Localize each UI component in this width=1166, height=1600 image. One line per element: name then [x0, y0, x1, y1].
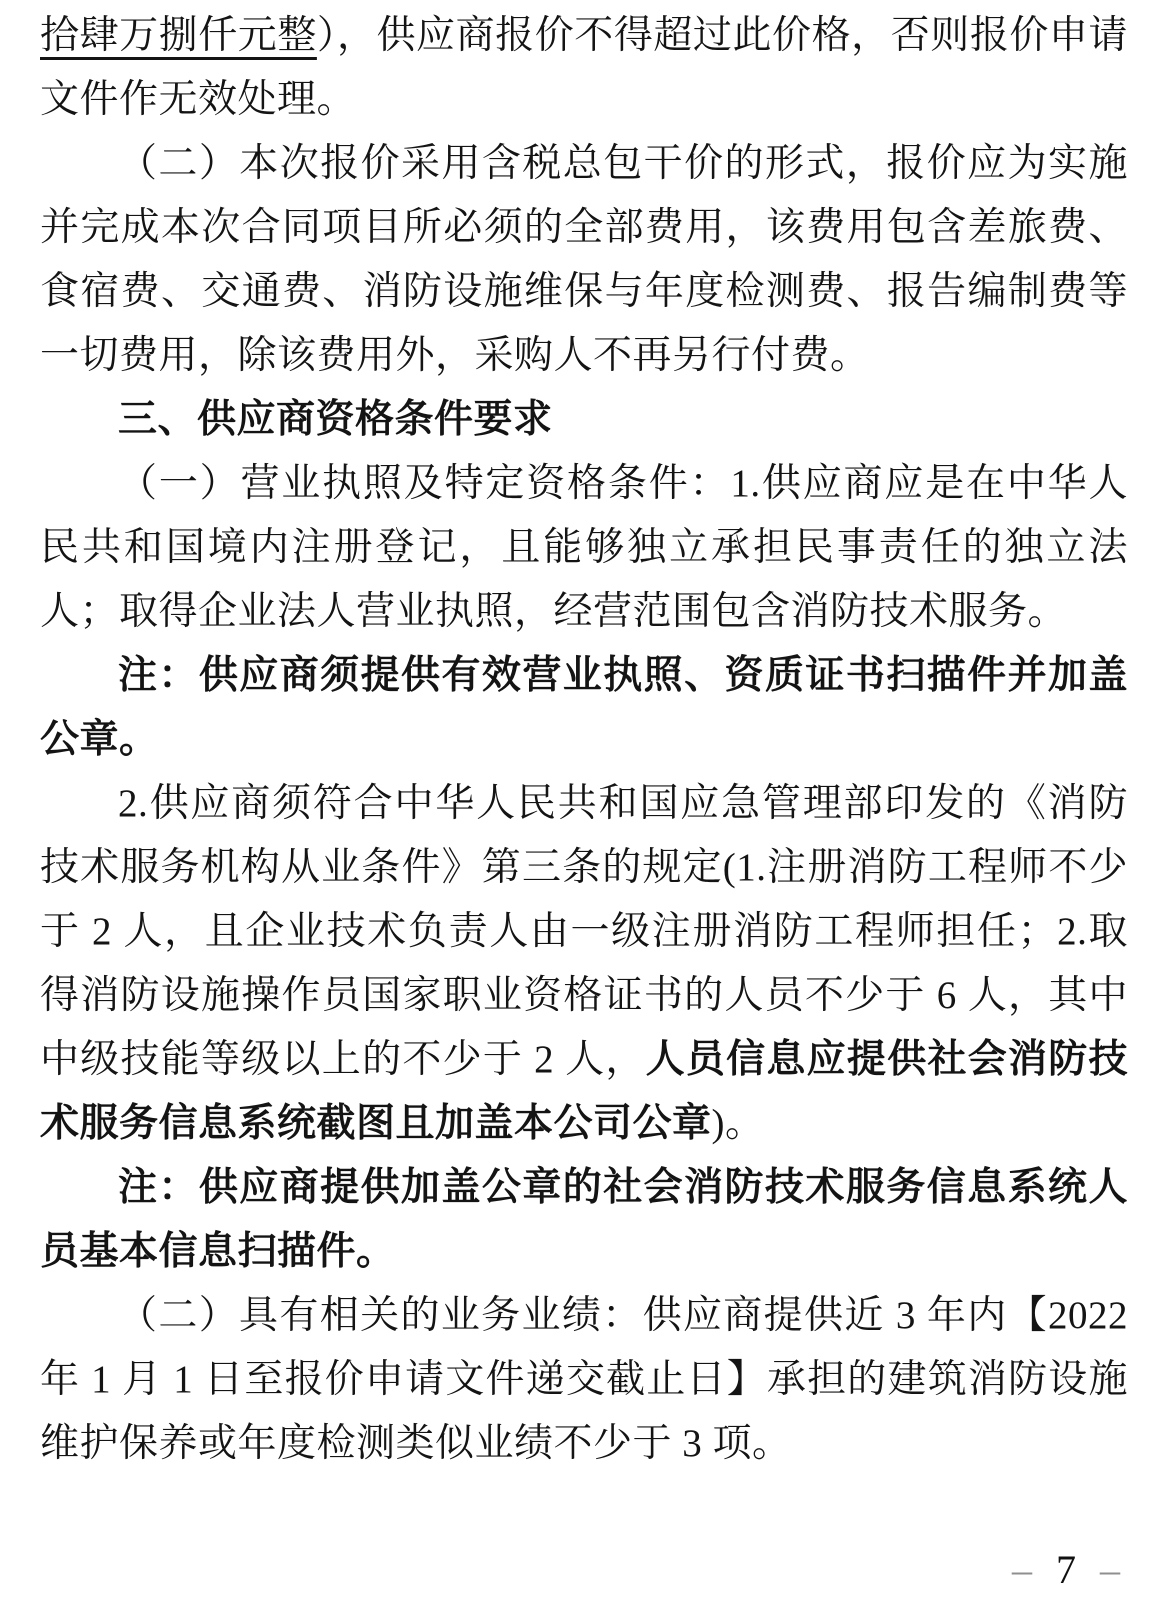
- section-heading: [40, 388, 1128, 452]
- paragraph: [40, 4, 1128, 132]
- paragraph: [40, 772, 1128, 1156]
- text-segment-bold: 注：供应商提供加盖公章的社会消防技术服务信息系统人员基本信息扫描件。: [40, 1166, 1128, 1273]
- text-segment-underline: 拾肆万捌仟元整: [40, 14, 317, 57]
- text-segment-normal: （一）营业执照及特定资格条件：1.供应商应是在中华人民共和国境内注册登记，且能够独立承担民事责任的独立法人；取得企业法人营业执照，经营范围包含消防技术服务。: [40, 462, 1128, 633]
- text-segment-normal: （二）具有相关的业务业绩：供应商提供近 3 年内【2022 年 1 月 1 日至报价申请文件递交截止日】承担的建筑消防设施维护保养或年度检测类似业绩不少于 3 项。: [40, 1294, 1128, 1465]
- footer-dash-right: –: [1100, 1547, 1120, 1592]
- paragraph: [40, 452, 1128, 644]
- text-segment-bold: 注：供应商须提供有效营业执照、资质证书扫描件并加盖公章。: [40, 654, 1128, 761]
- text-segment-bold: 人员信息应提供社会消防技术服务信息系统截图且加盖本公司公章: [40, 1038, 1128, 1145]
- footer-page-number: 7: [1056, 1547, 1076, 1592]
- paragraph: [40, 1284, 1128, 1476]
- text-segment-bold: 三、供应商资格条件要求: [118, 398, 553, 441]
- text-segment-normal: )。: [711, 1102, 765, 1145]
- document-content: [40, 4, 1128, 1476]
- paragraph: [40, 644, 1128, 772]
- text-segment-normal: 2.供应商须符合中华人民共和国应急管理部印发的《消防技术服务机构从业条件》第三条的规定(1.注册消防工程师不少于 2 人，且企业技术负责人由一级注册消防工程师担任；2.取得消防设施操作员国家职业资格证书的人员不少于 6 人，其中中级技能等级以上的不少于 2 人，: [40, 782, 1128, 1081]
- text-segment-normal: （二）本次报价采用含税总包干价的形式，报价应为实施并完成本次合同项目所必须的全部费用，该费用包含差旅费、食宿费、交通费、消防设施维保与年度检测费、报告编制费等一切费用，除该费用外，采购人不再另行付费。: [40, 142, 1128, 377]
- page-footer: [1012, 1548, 1120, 1592]
- footer-dash-left: –: [1012, 1547, 1032, 1592]
- text-segment-normal: ），供应商报价不得超过此价格，否则报价申请文件作无效处理。: [40, 14, 1128, 121]
- paragraph: [40, 132, 1128, 388]
- paragraph: [40, 1156, 1128, 1284]
